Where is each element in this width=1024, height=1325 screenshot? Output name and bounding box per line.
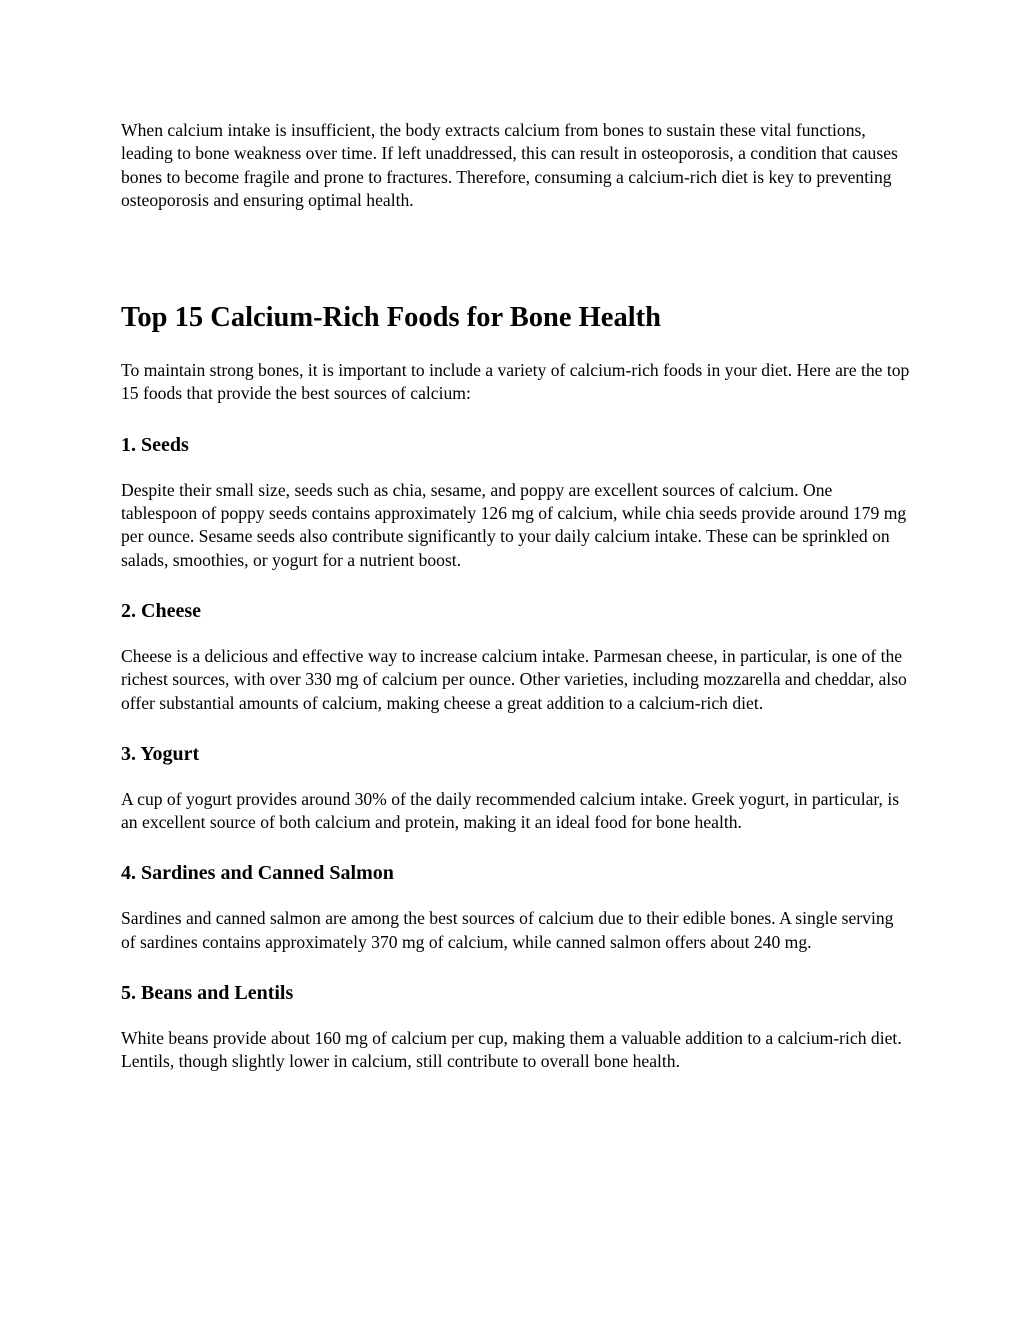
section-body: Despite their small size, seeds such as chia, sesame, and poppy are excellent sources of calcium. One tablespoon of poppy seeds contains approximately 126 mg of calcium, while chia seeds provide around 179 mg per ounce. Sesame seeds also contribute significantly to your daily calcium intake. These can be sprinkled on salads, smoothies, or yogurt for a nutrient boost. (121, 479, 907, 570)
section-cheese (121, 598, 911, 715)
section-body: A cup of yogurt provides around 30% of the daily recommended calcium intake. Greek yogurt, in particular, is an excellent source of both calcium and protein, making it an ideal food for bone health. (121, 788, 900, 833)
document-page (121, 119, 911, 1074)
intro-paragraph: When calcium intake is insufficient, the body extracts calcium from bones to sustain these vital functions, leading to bone weakness over time. If left unaddressed, this can result in osteoporosis, a condition that causes bones to become fragile and prone to fractures. Therefore, consuming a calcium-rich diet is key to preventing osteoporosis and ensuring optimal health. (121, 120, 898, 210)
section-heading: 4. Sardines and Canned Salmon (121, 862, 394, 885)
section-yogurt (121, 741, 911, 835)
lead-paragraph: To maintain strong bones, it is important to include a variety of calcium-rich foods in your diet. Here are the top 15 foods that provide the best sources of calcium: (121, 360, 910, 404)
section-sardines-salmon (121, 860, 911, 954)
section-heading: 1. Seeds (121, 433, 189, 456)
section-body: White beans provide about 160 mg of calcium per cup, making them a valuable addition to a calcium-rich diet. Lentils, though slightly lower in calcium, still contribute to overall bone health. (121, 1028, 902, 1072)
section-beans-lentils (121, 980, 911, 1074)
section-heading: 3. Yogurt (121, 742, 200, 765)
article-heading: Top 15 Calcium-Rich Foods for Bone Health (121, 302, 661, 334)
section-heading: 5. Beans and Lentils (121, 982, 294, 1005)
section-seeds (121, 432, 911, 572)
section-body: Cheese is a delicious and effective way to increase calcium intake. Parmesan cheese, in particular, is one of the richest sources, with over 330 mg of calcium per ounce. Other varieties, including mozzarella and cheddar, also offer substantial amounts of calcium, making cheese a great addition to a calcium-rich diet. (121, 645, 907, 713)
section-heading: 2. Cheese (121, 599, 201, 622)
section-body: Sardines and canned salmon are among the best sources of calcium due to their edible bones. A single serving of sardines contains approximately 370 mg of calcium, while canned salmon offers about 240 mg. (121, 908, 894, 952)
